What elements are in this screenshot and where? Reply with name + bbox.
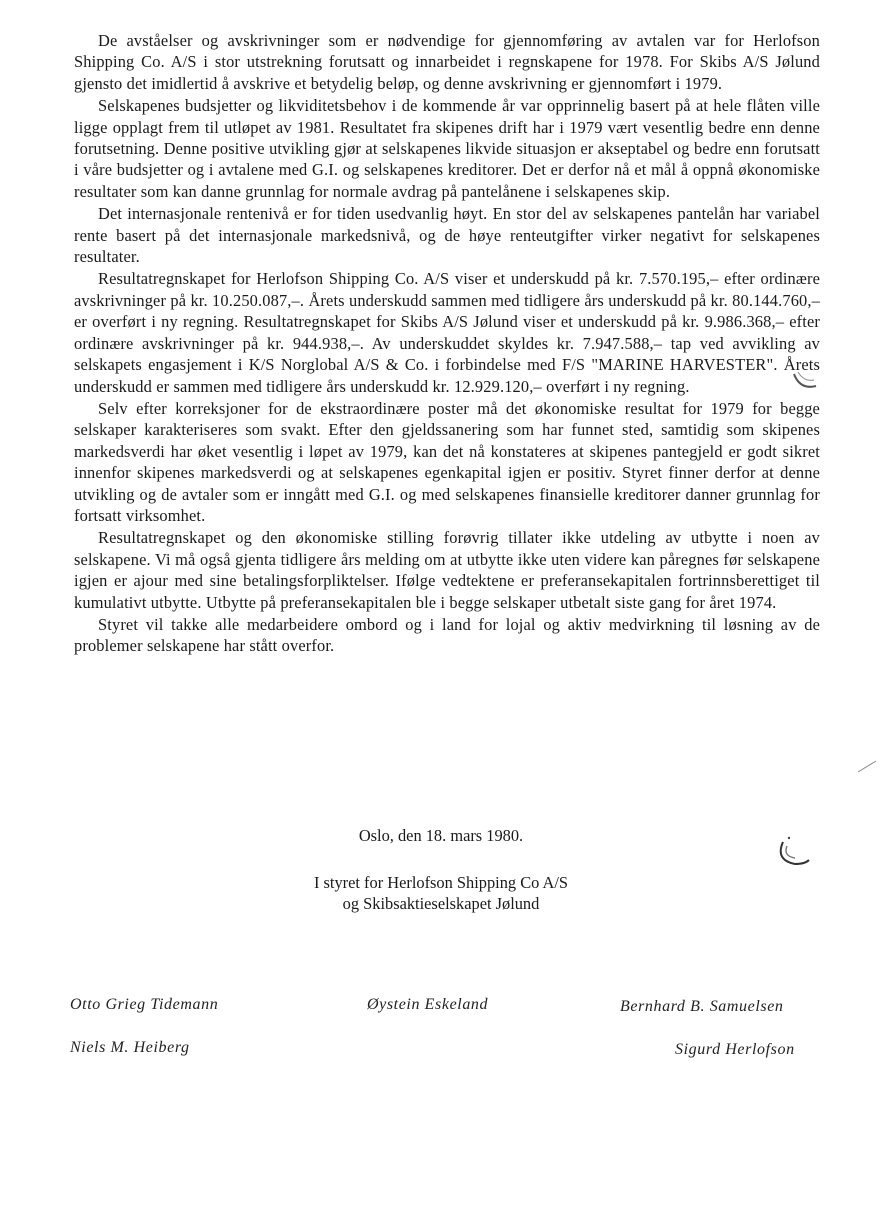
pencil-stroke-mark bbox=[856, 758, 880, 774]
place-and-date: Oslo, den 18. mars 1980. bbox=[358, 826, 524, 845]
signature-heiberg: Niels M. Heiberg bbox=[70, 1039, 190, 1056]
paragraph-thanks: Styret vil takke alle medarbeidere ombord og i land for lojal og aktiv medvirkning til løsning av de problemer selskapene har stått overfor. bbox=[74, 614, 820, 656]
punch-hole-mark-lower bbox=[773, 834, 813, 874]
board-line-2: og Skibsaktieselskapet Jølund bbox=[342, 894, 540, 913]
punch-hole-mark-upper bbox=[790, 366, 822, 394]
paragraph-budgets: Selskapenes budsjetter og likviditetsbehov i de kommende år var opprinnelig basert på at hele flåten ville ligge opplagt frem til utløpet av 1981. Resultatet fra skipenes drift har i 1979 vært vesentlig bedre enn denne forutsetning. Denne positive utvikling gjør at selskapenes likvide situasjon er akseptabel og bedre enn forutsatt i våre budsjetter og i avtalene med G.I. og selskapenes kreditorer. Det er derfor nå et mål å oppnå økonomiske resultater som kan danne grunnlag for normale avdrag på pantelånene i selskapenes skip. bbox=[74, 96, 820, 201]
signature-herlofson: Sigurd Herlofson bbox=[675, 1041, 795, 1058]
board-line-1: I styret for Herlofson Shipping Co A/S bbox=[313, 873, 569, 892]
signature-eskeland: Øystein Eskeland bbox=[367, 996, 489, 1013]
signature-tidemann: Otto Grieg Tidemann bbox=[70, 996, 219, 1013]
report-body bbox=[74, 30, 820, 658]
paragraph-assessment: Selv efter korreksjoner for de ekstraordinære poster må det økonomiske resultat for 1979 for begge selskaper karakteriseres som svakt. Efter den gjeldssanering som har funnet sted, samtidig som skipenes markedsverdi har øket vesentlig i løpet av 1979, kan det nå konstateres at skipenes pantegjeld er godt sikret innenfor skipenes markedsverdi og at selskapenes egenkapital igjen er positiv. Styret finner derfor at denne utvikling og de avtaler som er inngått med G.I. og med selskapenes finansielle kreditorer danner grunnlag for fortsatt virksomhet. bbox=[74, 398, 820, 525]
paragraph-dividend: Resultatregnskapet og den økonomiske stilling forøvrig tillater ikke utdeling av utbytte i noen av selskapene. Vi må også gjenta tidligere års melding om at utbytte ikke uten videre kan påregnes før selskapene igjen er ajour med sine betalingsforpliktelser. Ifølge vedtektene er preferansekapitalen fortrinnsberettiget til kumulativt utbytte. Utbytte på preferansekapitalen ble i begge selskaper utbetalt siste gang for året 1974. bbox=[74, 528, 820, 612]
paragraph-write-offs: De avståelser og avskrivninger som er nødvendige for gjennomføring av avtalen var for Herlofson Shipping Co. A/S i stor utstrekning forutsatt og innarbeidet i regnskapene for 1978. For Skibs A/S Jølund gjensto det imidlertid å avskrive et betydelig beløp, og denne avskrivning er gjennomført i 1979. bbox=[74, 31, 820, 93]
board-statement bbox=[0, 872, 882, 914]
paragraph-interest-rates: Det internasjonale rentenivå er for tiden usedvanlig høyt. En stor del av selskapenes pantelån har variabel rente basert på det internasjonale markedsnivå, og de høye renteutgifter virker negativt for selskapenes resultater. bbox=[74, 204, 820, 267]
paragraph-income-statement: Resultatregnskapet for Herlofson Shipping Co. A/S viser et underskudd på kr. 7.570.195,– efter ordinære avskrivninger på kr. 10.250.087,–. Årets underskudd sammen med tidligere års underskudd på kr. 80.144.760,– er overført i ny regning. Resultatregnskapet for Skibs A/S Jølund viser et underskudd på kr. 9.986.368,– efter ordinære avskrivninger på kr. 944.938,–. Av underskuddet skyldes kr. 7.947.588,– tap ved avvikling av selskapets engasjement i K/S Norglobal A/S & Co. i forbindelse med F/S "MARINE HARVESTER". Årets underskudd er sammen med tidligere års underskudd kr. 12.929.120,– overført i ny regning. bbox=[74, 269, 820, 396]
signature-samuelsen: Bernhard B. Samuelsen bbox=[620, 998, 784, 1015]
